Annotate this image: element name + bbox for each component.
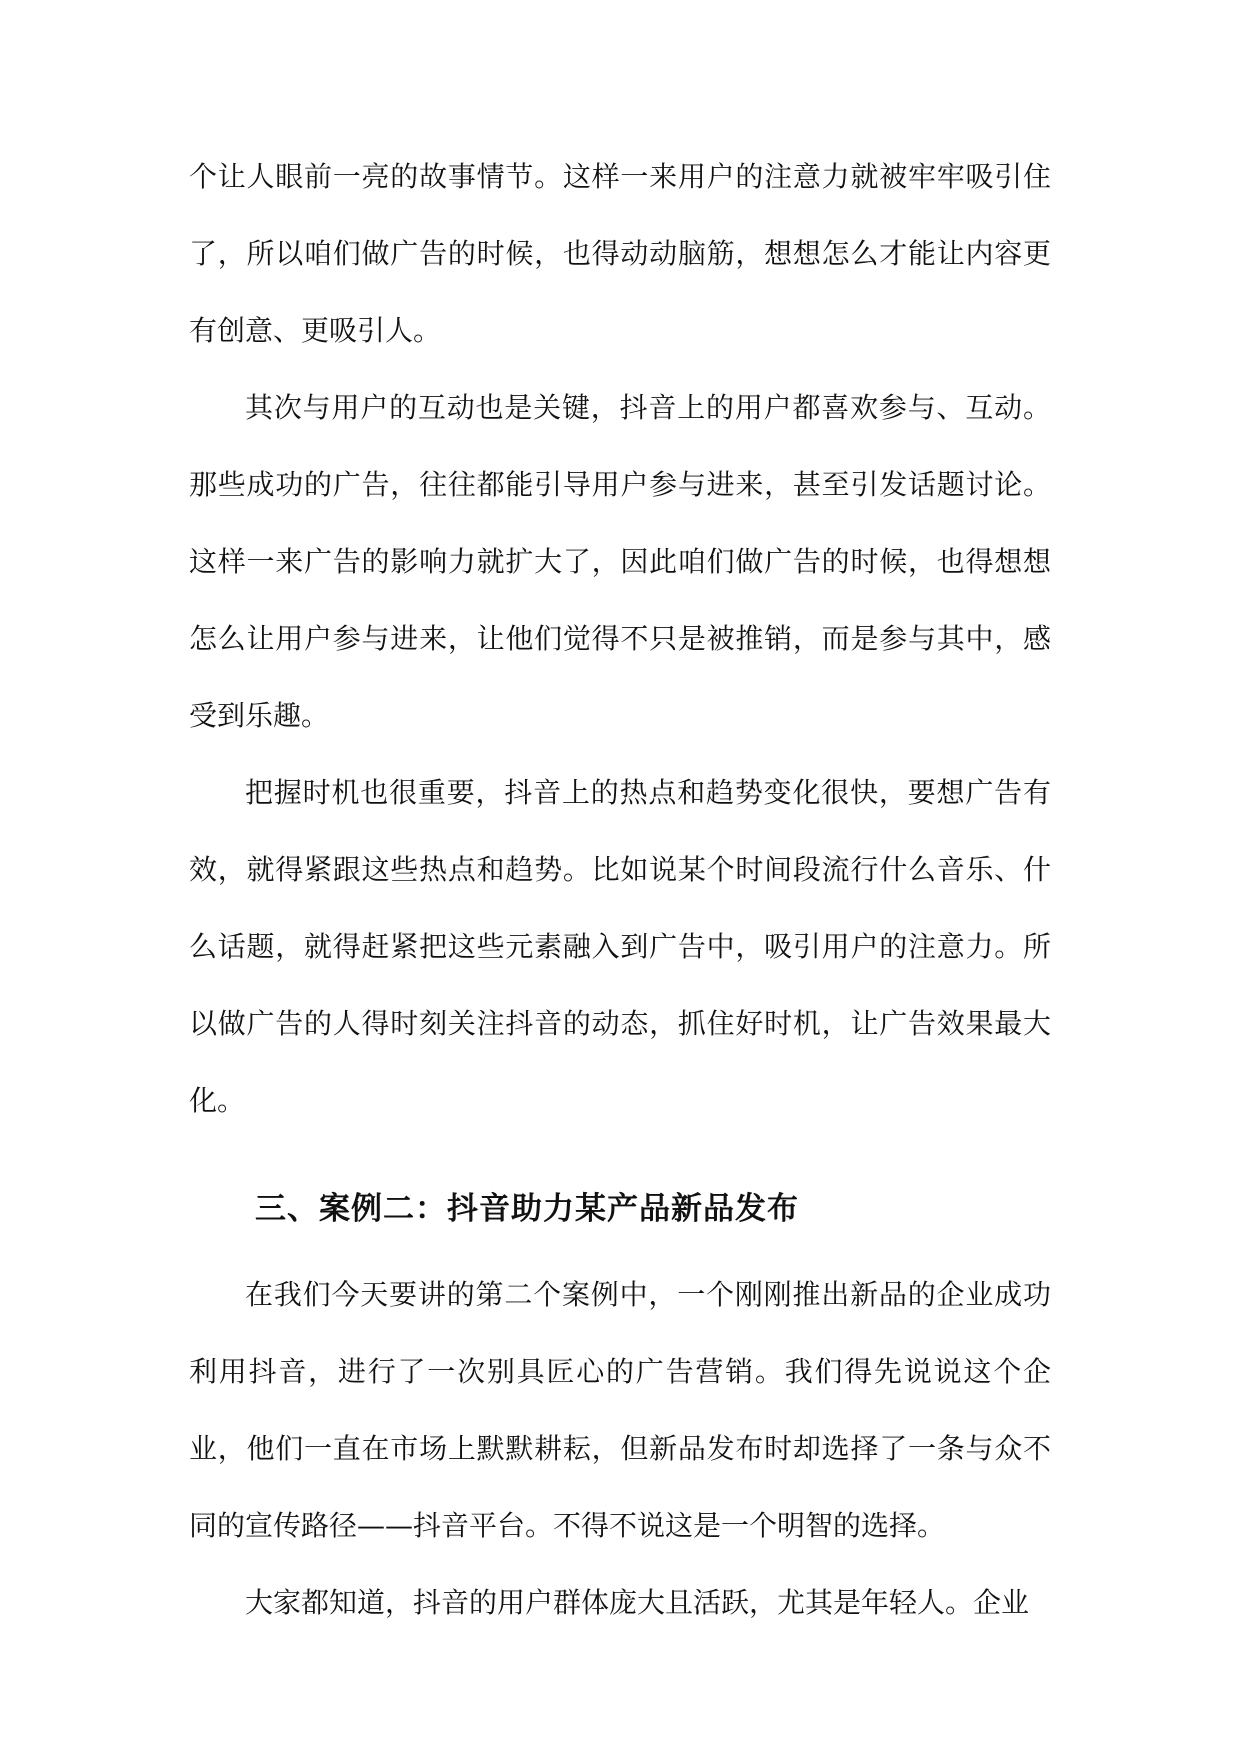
paragraph-interaction: 其次与用户的互动也是关键，抖音上的用户都喜欢参与、互动。那些成功的广告，往往都能引导用户参与进来，甚至引发话题讨论。这样一来广告的影响力就扩大了，因此咱们做广告的时候，也得想想怎么让用户参与进来，让他们觉得不只是被推销，而是参与其中，感受到乐趣。 [189, 391, 1051, 732]
section-heading: 三、案例二：抖音助力某产品新品发布 [255, 1191, 799, 1227]
paragraph-continued: 个让人眼前一亮的故事情节。这样一来用户的注意力就被牢牢吸引住了，所以咱们做广告的时候，也得动动脑筋，想想怎么才能让内容更有创意、更吸引人。 [189, 160, 1051, 347]
document-page [189, 138, 1051, 1641]
paragraph-case-two-audience: 大家都知道，抖音的用户群体庞大且活跃，尤其是年轻人。企业 [245, 1586, 1030, 1619]
paragraph-case-two-intro: 在我们今天要讲的第二个案例中，一个刚刚推出新品的企业成功利用抖音，进行了一次别具匠心的广告营销。我们得先说说这个企业，他们一直在市场上默默耕耘，但新品发布时却选择了一条与众不同的宣传路径——抖音平台。不得不说这是一个明智的选择。 [189, 1278, 1051, 1542]
paragraph-timing: 把握时机也很重要，抖音上的热点和趋势变化很快，要想广告有效，就得紧跟这些热点和趋势。比如说某个时间段流行什么音乐、什么话题，就得赶紧把这些元素融入到广告中，吸引用户的注意力。所以做广告的人得时刻关注抖音的动态，抓住好时机，让广告效果最大化。 [189, 776, 1051, 1117]
